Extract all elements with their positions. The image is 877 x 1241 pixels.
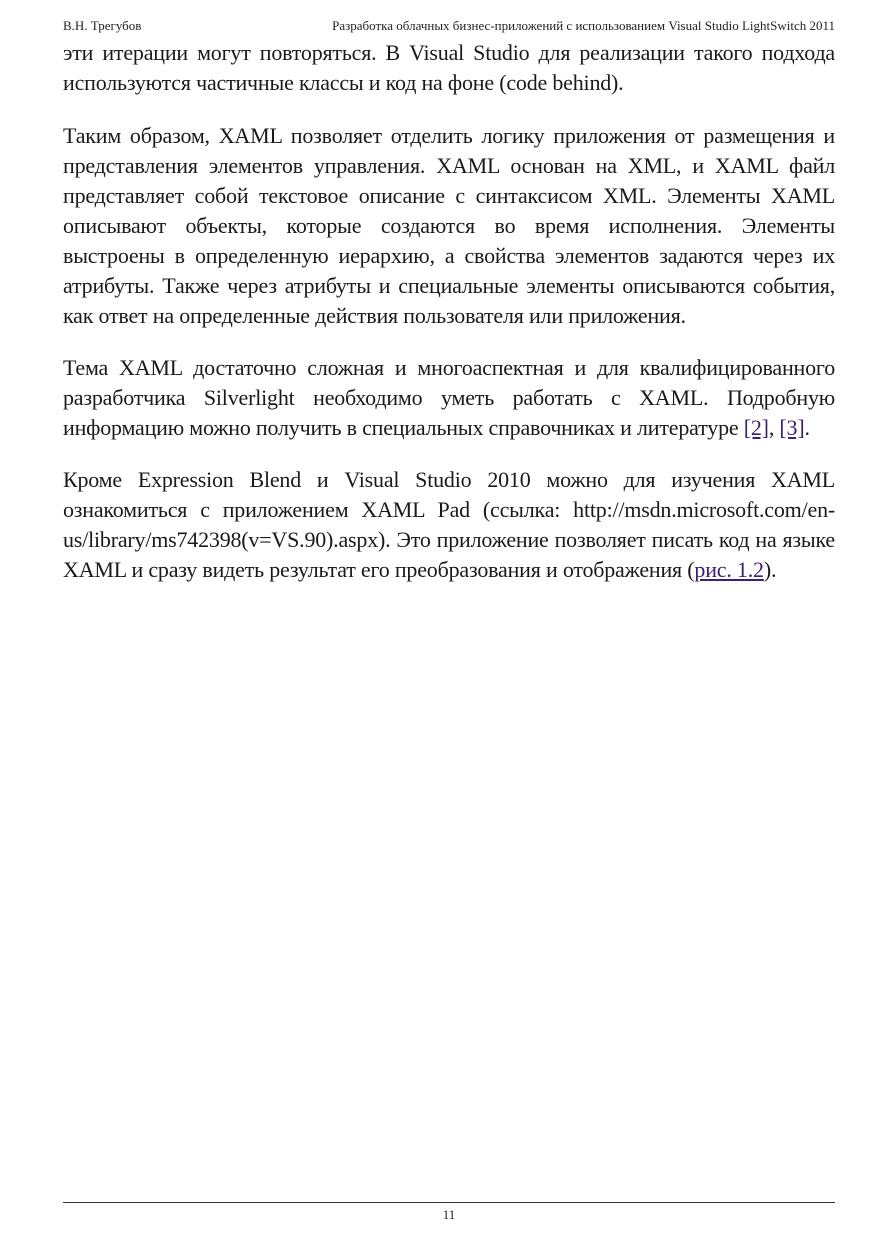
reference-separator: , bbox=[768, 415, 780, 440]
page-body bbox=[63, 38, 835, 607]
footer-divider bbox=[63, 1202, 835, 1203]
figure-link-1-2[interactable]: рис. 1.2 bbox=[694, 557, 764, 582]
paragraph-4 bbox=[63, 465, 835, 585]
paragraph-2: Таким образом, XAML позволяет отделить логику приложения от размещения и представления элементов управления. XAML основан на XML, и XAML файл представляет собой текстовое описание с синтаксисом XML. Элементы XAML описывают объекты, которые создаются во время исполнения. Элементы выстроены в определенную иерархию, а свойства элементов задаются через их атрибуты. Также через атрибуты и специальные элементы описываются события, как ответ на определенные действия пользователя или приложения. bbox=[63, 123, 835, 328]
header-book-title: Разработка облачных бизнес-приложений с использованием Visual Studio LightSwitch 2011 bbox=[332, 18, 835, 33]
page-number: 11 bbox=[442, 1207, 456, 1222]
paragraph-3-text: Тема XAML достаточно сложная и многоаспектная и для квалифицированного разработчика Silverlight необходимо уметь работать с XAML. Подробную информацию можно получить в специальных справочниках и литературе bbox=[63, 355, 835, 440]
paragraph-3-end: . bbox=[804, 415, 810, 440]
reference-link-3[interactable]: [3] bbox=[779, 415, 805, 440]
page-header bbox=[63, 16, 835, 36]
paragraph-3 bbox=[63, 353, 835, 443]
header-author: В.Н. Трегубов bbox=[63, 18, 142, 33]
paragraph-4-text: Кроме Expression Blend и Visual Studio 2010 можно для изучения XAML ознакомиться с приложением XAML Pad (ссылка: http://msdn.microsoft.com/en-us/library/ms742398(v=VS.90).aspx). Это приложение позволяет писать код на языке XAML и сразу видеть результат его преобразования и отображения ( bbox=[63, 467, 835, 582]
paragraph-1: эти итерации могут повторяться. В Visual Studio для реализации такого подхода используются частичные классы и код на фоне (code behind). bbox=[63, 40, 835, 95]
paragraph-4-end: ). bbox=[763, 557, 777, 582]
reference-link-2[interactable]: [2] bbox=[743, 415, 769, 440]
